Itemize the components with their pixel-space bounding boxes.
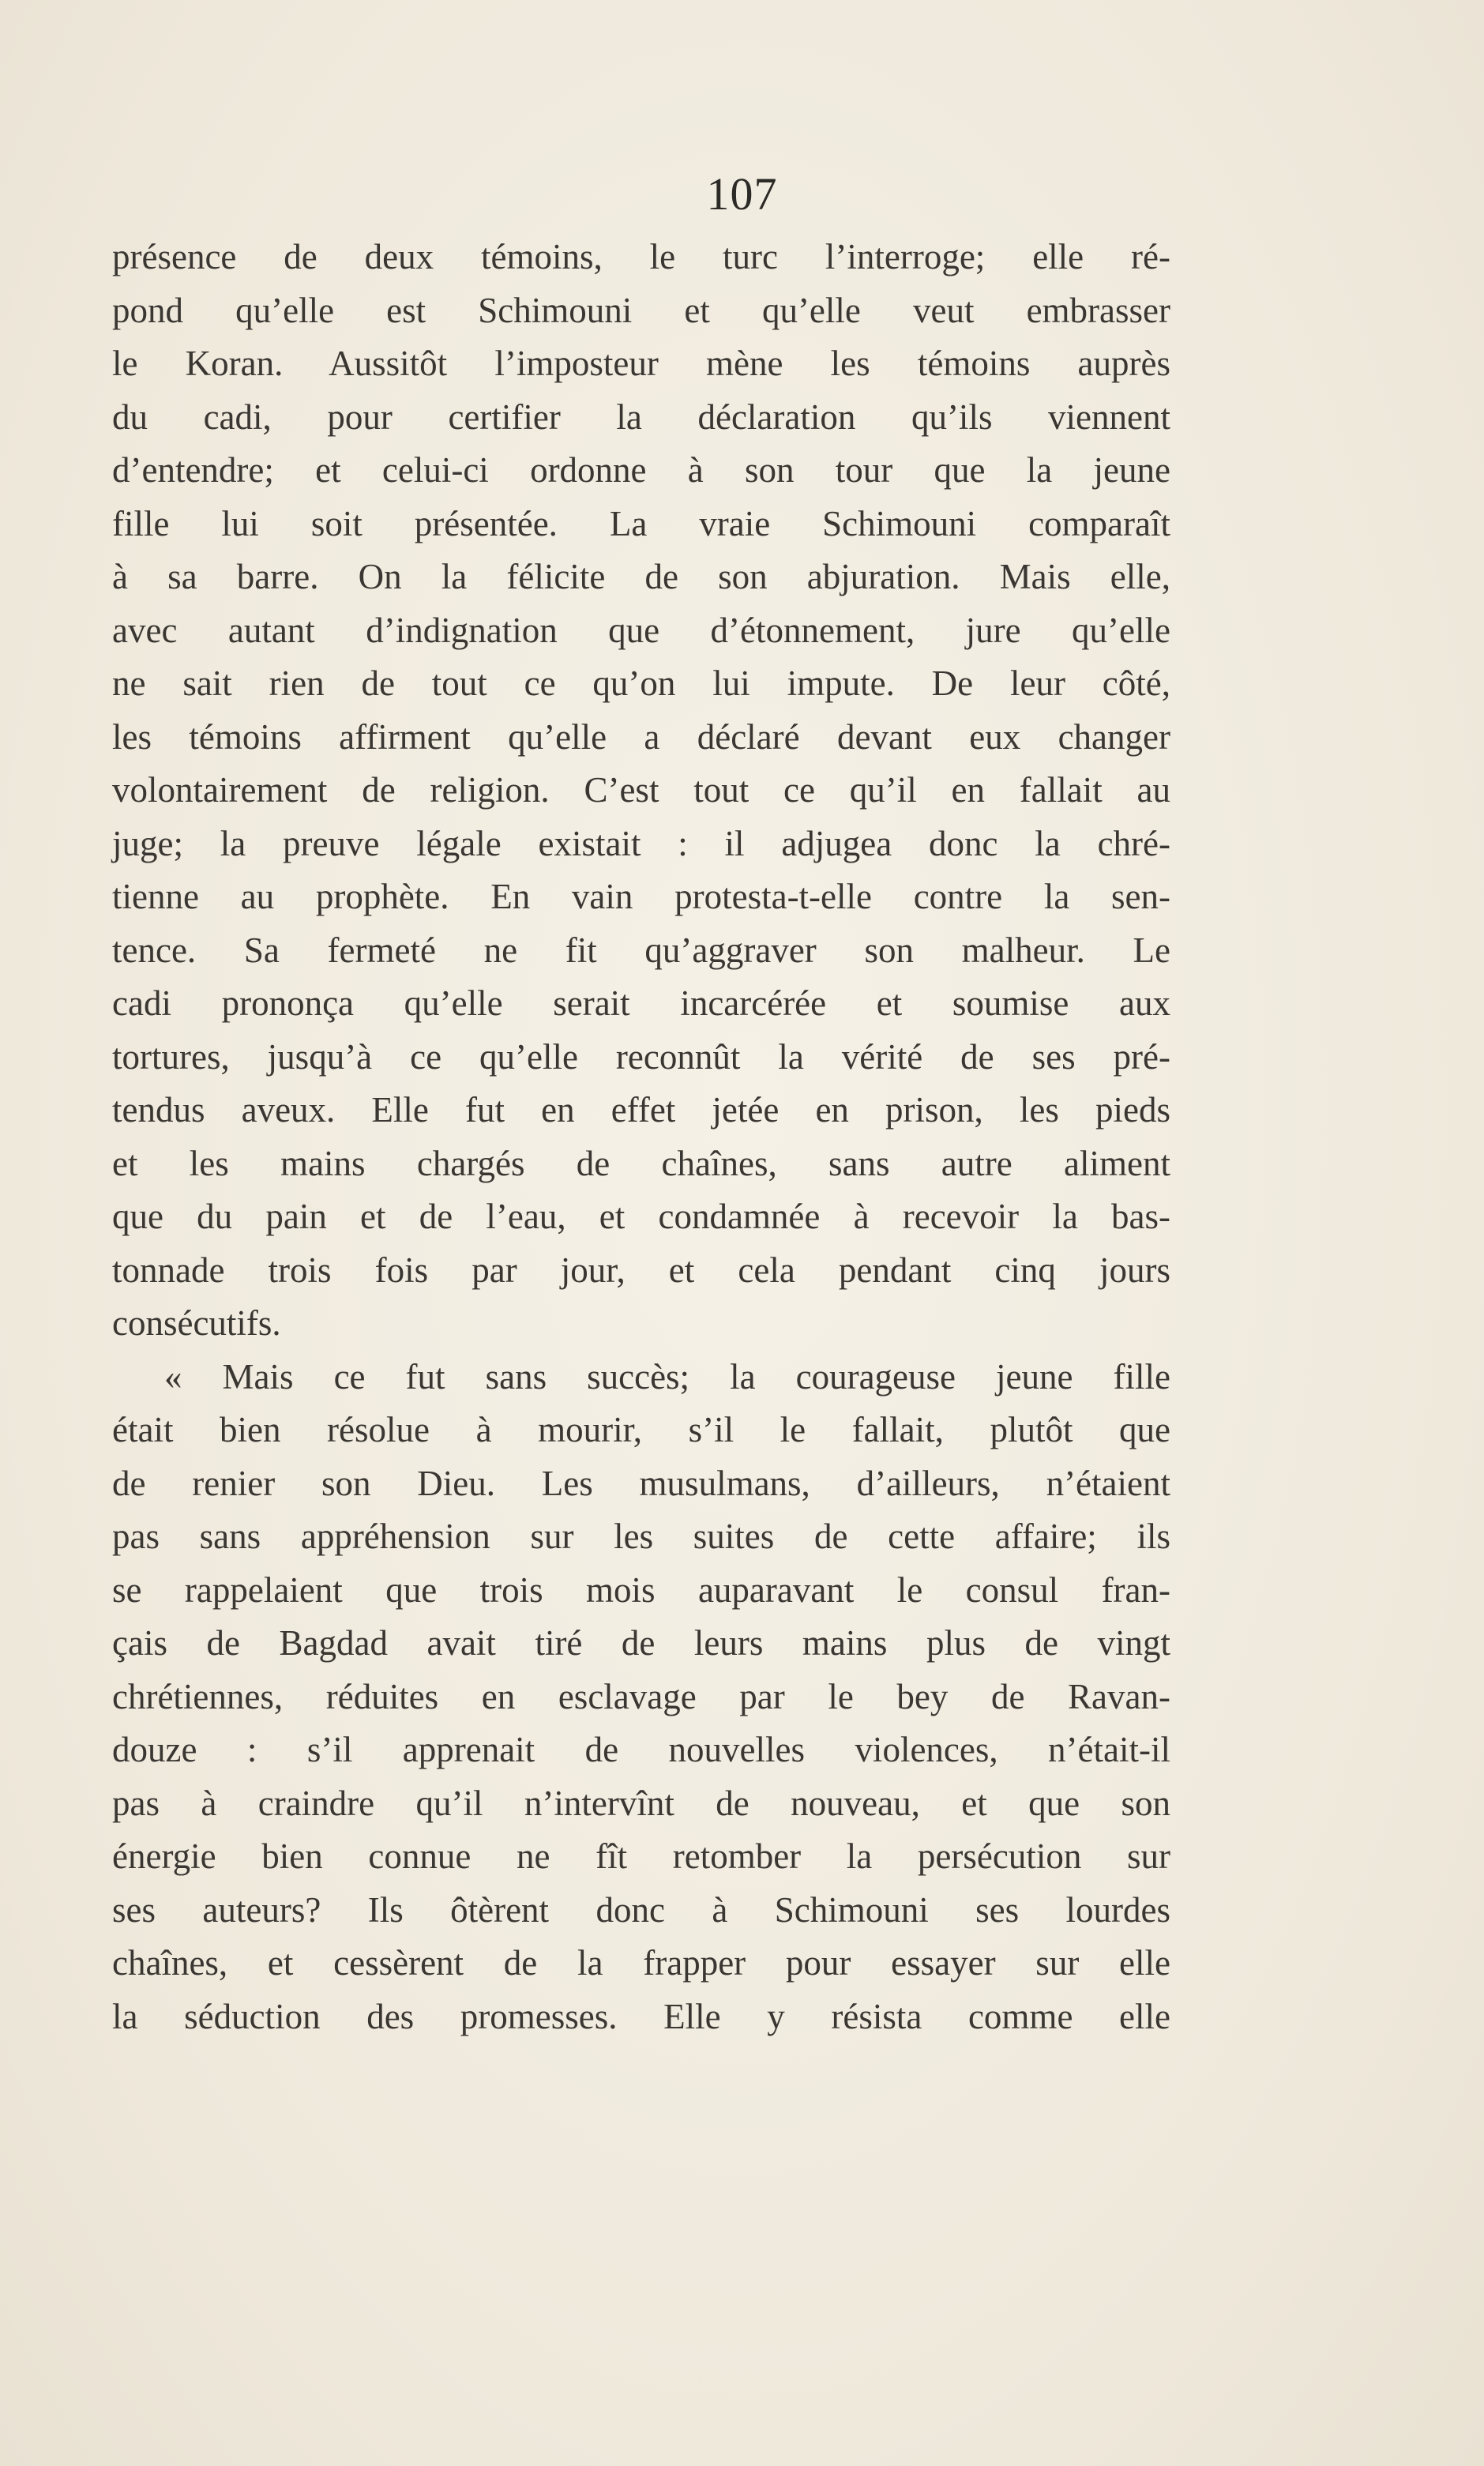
text-line: pas à craindre qu’il n’intervînt de nouveau, et que son (112, 1783, 1170, 1823)
text-line: pond qu’elle est Schimouni et qu’elle veut embrasser (112, 290, 1170, 330)
text-line: de renier son Dieu. Les musulmans, d’ailleurs, n’étaient (112, 1463, 1170, 1503)
text-line: que du pain et de l’eau, et condamnée à recevoir la bas- (112, 1197, 1170, 1236)
text-line: tence. Sa fermeté ne fit qu’aggraver son malheur. Le (112, 930, 1170, 970)
text-line: consécutifs. (112, 1303, 281, 1343)
text-line: « Mais ce fut sans succès; la courageuse jeune fille (164, 1356, 1170, 1397)
text-line: avec autant d’indignation que d’étonnement, jure qu’elle (112, 610, 1170, 650)
text-line: tortures, jusqu’à ce qu’elle reconnût la vérité de ses pré- (112, 1036, 1170, 1077)
text-line: douze : s’il apprenait de nouvelles violences, n’était-il (112, 1730, 1170, 1769)
text-line: chaînes, et cessèrent de la frapper pour essayer sur elle (112, 1943, 1170, 1983)
text-line: cadi prononça qu’elle serait incarcérée et soumise aux (112, 983, 1170, 1023)
text-line: était bien résolue à mourir, s’il le fallait, plutôt que (112, 1410, 1170, 1449)
text-line: le Koran. Aussitôt l’imposteur mène les témoins auprès (112, 344, 1170, 383)
text-line: et les mains chargés de chaînes, sans autre aliment (112, 1143, 1170, 1183)
text-line: énergie bien connue ne fît retomber la persécution sur (112, 1836, 1170, 1876)
body-text (112, 231, 1170, 2043)
text-line: chrétiennes, réduites en esclavage par le bey de Ravan- (112, 1676, 1170, 1716)
text-line: d’entendre; et celui-ci ordonne à son tour que la jeune (112, 450, 1170, 490)
text-line: à sa barre. On la félicite de son abjuration. Mais elle, (112, 557, 1170, 596)
text-line: fille lui soit présentée. La vraie Schimouni comparaît (112, 503, 1170, 543)
text-line: tendus aveux. Elle fut en effet jetée en prison, les pieds (112, 1090, 1170, 1130)
text-line: tonnade trois fois par jour, et cela pendant cinq jours (112, 1250, 1170, 1290)
page-number: 107 (706, 168, 778, 220)
text-line: çais de Bagdad avait tiré de leurs mains plus de vingt (112, 1623, 1170, 1663)
text-line: les témoins affirment qu’elle a déclaré devant eux changer (112, 716, 1170, 757)
text-line: ses auteurs? Ils ôtèrent donc à Schimouni ses lourdes (112, 1889, 1170, 1930)
text-line: pas sans appréhension sur les suites de cette affaire; ils (112, 1517, 1170, 1556)
text-line: se rappelaient que trois mois auparavant le consul fran- (112, 1569, 1170, 1610)
text-line: présence de deux témoins, le turc l’interroge; elle ré- (112, 237, 1170, 276)
text-line: juge; la preuve légale existait : il adjugea donc la chré- (112, 823, 1170, 863)
text-line: du cadi, pour certifier la déclaration qu’ils viennent (112, 397, 1170, 437)
text-line: ne sait rien de tout ce qu’on lui impute. De leur côté, (112, 663, 1170, 703)
text-line: la séduction des promesses. Elle y résista comme elle (112, 1996, 1170, 2036)
text-line: volontairement de religion. C’est tout ce qu’il en fallait au (112, 770, 1170, 810)
text-line: tienne au prophète. En vain protesta-t-elle contre la sen- (112, 877, 1170, 916)
